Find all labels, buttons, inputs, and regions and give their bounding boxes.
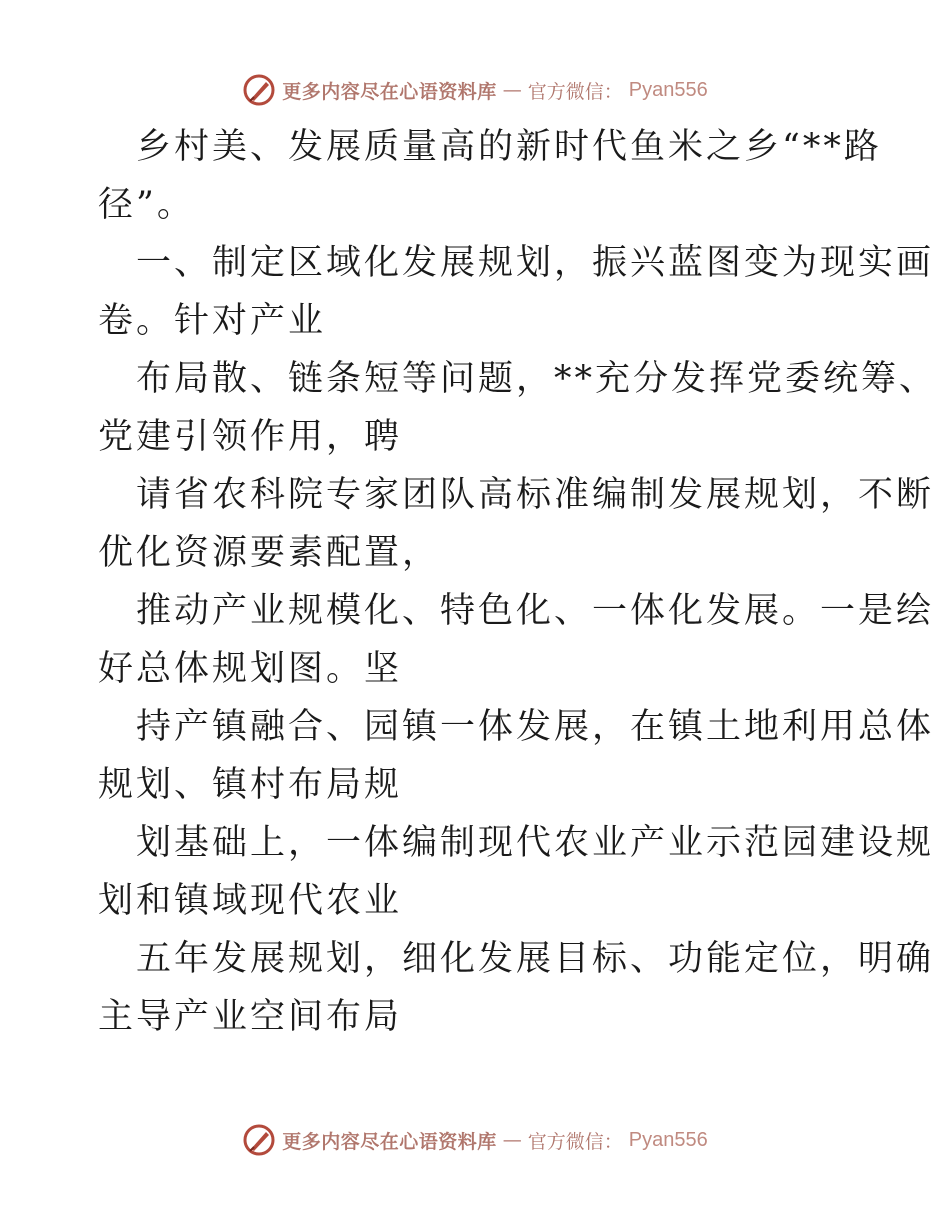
- watermark-text: 更多内容尽在心语资料库: [282, 1130, 497, 1153]
- header-watermark: [0, 70, 950, 110]
- paragraph-line: 乡村美、发展质量高的新时代鱼米之乡“**路: [136, 127, 882, 167]
- paragraph-line: 划和镇域现代农业: [98, 881, 403, 921]
- paragraph-line: 布局散、链条短等问题，**充分发挥党委统筹、: [136, 359, 938, 399]
- watermark-wechat-id: Pyan556: [628, 78, 708, 101]
- paragraph-line: 优化资源要素配置，: [98, 533, 441, 573]
- paragraph-line: 卷。针对产业: [98, 301, 327, 341]
- paragraph-line: 划基础上，一体编制现代农业产业示范园建设规: [136, 823, 935, 863]
- paragraph-line: 规划、镇村布局规: [98, 765, 403, 805]
- watermark-wechat-label: 官方微信：: [527, 80, 623, 103]
- paragraph-line: 径”。: [98, 185, 195, 225]
- paragraph-line: 请省农科院专家团队高标准编制发展规划，不断: [136, 475, 935, 515]
- section-heading-line: 一、制定区域化发展规划，振兴蓝图变为现实画: [136, 243, 935, 283]
- watermark-wechat-label: 官方微信：: [527, 1130, 623, 1153]
- paragraph-line: 主导产业空间布局: [98, 997, 403, 1037]
- quill-pen-logo-icon: [242, 73, 276, 107]
- watermark-separator: —: [502, 79, 522, 101]
- watermark-separator: —: [502, 1129, 522, 1151]
- paragraph-line: 好总体规划图。坚: [98, 649, 403, 689]
- footer-watermark: [0, 1120, 950, 1160]
- paragraph-line: 推动产业规模化、特色化、一体化发展。一是绘: [136, 591, 935, 631]
- document-body: [98, 118, 938, 1046]
- watermark-wechat-id: Pyan556: [628, 1128, 708, 1151]
- paragraph-line: 党建引领作用，聘: [98, 417, 403, 457]
- paragraph-line: 五年发展规划，细化发展目标、功能定位，明确: [136, 939, 935, 979]
- paragraph-line: 持产镇融合、园镇一体发展，在镇土地利用总体: [136, 707, 935, 747]
- quill-pen-logo-icon: [242, 1123, 276, 1157]
- watermark-text: 更多内容尽在心语资料库: [282, 80, 497, 103]
